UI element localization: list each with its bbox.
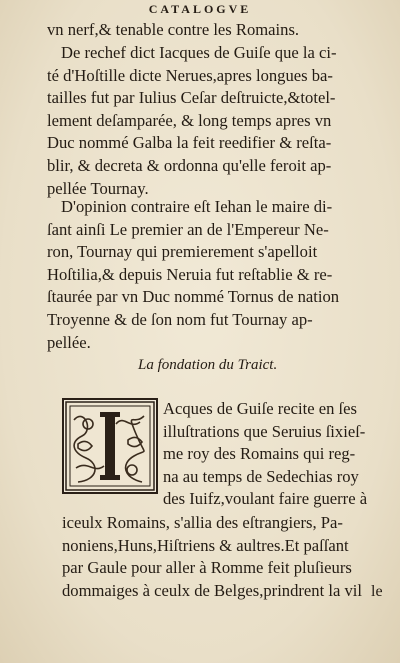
text-line: D'opinion contraire eſt Iehan le maire di- [61, 197, 333, 216]
text-line: blir, & decreta & ordonna qu'elle feroit ap- [47, 156, 332, 175]
decorated-initial-icon [62, 398, 158, 494]
text-line: ron, Tournay qui premierement s'apelloit [47, 242, 318, 262]
text-line: pellée. [47, 332, 91, 352]
running-head: CATALOGVE [148, 2, 252, 16]
text-line: ſant ainſi Le premier an de l'Empereur Ne- [47, 219, 329, 239]
text-line: dommaiges à ceulx de Belges,prindrent la vil [62, 580, 362, 600]
text-line: noniens,Huns,Hiſtriens & aultres.Et paſſant [62, 535, 349, 555]
section-heading: La fondation du Traict. [138, 357, 278, 373]
text-line: té d'Hoſtille dicte Nerues,apres longues ba- [47, 65, 333, 85]
text-line: me roy des Romains qui reg- [163, 444, 356, 464]
text-line: illuſtrations que Seruius ſixieſ- [163, 421, 366, 441]
text-line: Acques de Guiſe recite en ſes [163, 399, 357, 418]
text-line: De rechef dict Iacques de Guiſe que la ci- [61, 43, 337, 62]
text-line: des Iuifz,voulant faire guerre à [163, 489, 368, 509]
text-line: par Gaule pour aller à Romme feit pluſieurs [62, 558, 352, 578]
text-line: Duc nommé Galba la feit reedifier & reſta- [47, 133, 332, 153]
text-line: ſtaurée par vn Duc nommé Tornus de nation [47, 287, 340, 307]
text-line: vn nerf,& tenable contre les Romains. [47, 20, 300, 39]
text-line: pellée Tournay. [47, 178, 149, 198]
catchword: le [371, 583, 383, 600]
text-line: na au temps de Sedechias roy [163, 466, 359, 486]
text-line: Troyenne & de ſon nom fut Tournay ap- [47, 310, 313, 329]
text-line: Hoſtilia,& depuis Neruia fut reſtablie & re- [47, 264, 333, 284]
text-line: iceulx Romains, s'allia des eſtrangiers, Pa- [62, 513, 343, 532]
text-line: tailles fut par Iulius Ceſar deſtruicte,&totel- [47, 88, 336, 108]
text-line: lement deſamparée, & long temps apres vn [47, 110, 332, 130]
